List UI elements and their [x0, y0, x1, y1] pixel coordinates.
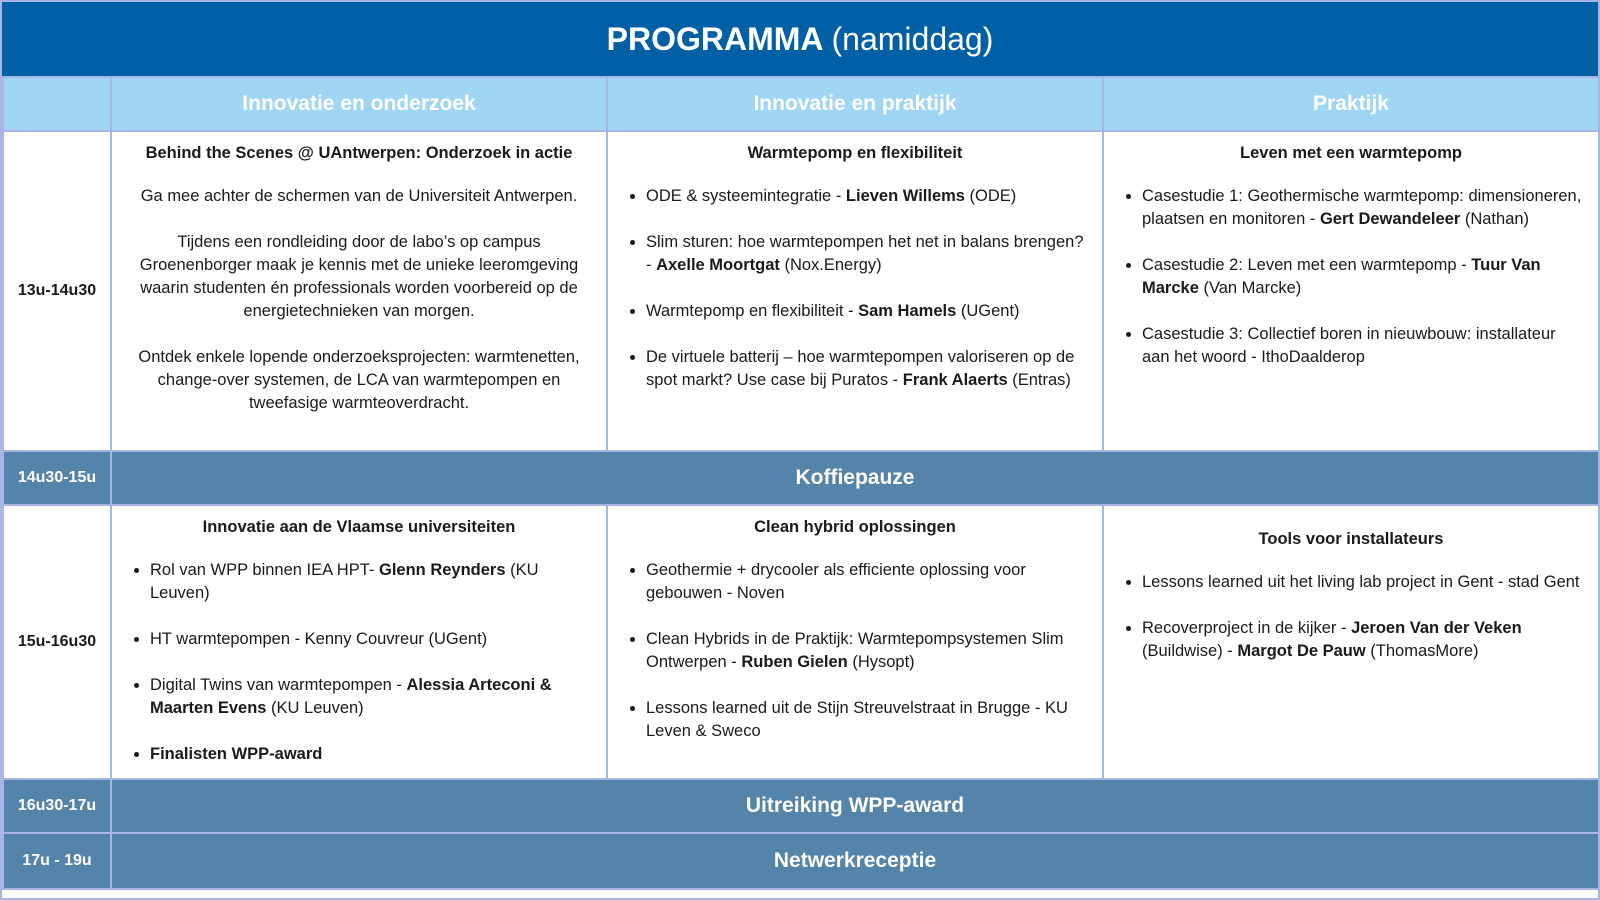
talk-item: • HT warmtepompen - Kenny Couvreur (UGent) — [150, 628, 592, 651]
session-text: Ontdek enkele lopende onderzoeksprojecten: warmtenetten, change-over systemen, de LCA van warmtepompen en tweefasige warmteoverdracht. — [138, 348, 580, 412]
talk-item: • Casestudie 3: Collectief boren in nieuwbouw: installateur aan het woord - IthoDaalderop — [1142, 323, 1584, 369]
session-text: Ga mee achter de schermen van de Universiteit Antwerpen. — [140, 187, 578, 205]
talk-item: • Warmtepomp en flexibiliteit - Sam Hamels (UGent) — [646, 300, 1088, 323]
session-tools-installateurs — [1103, 505, 1599, 779]
session-uantwerpen — [111, 131, 607, 451]
talk-item: • Slim sturen: hoe warmtepompen het net in balans brengen? - Axelle Moortgat (Nox.Energy) — [646, 231, 1088, 277]
session-title: Behind the Scenes @ UAntwerpen: Onderzoek in actie — [145, 144, 573, 162]
talk-item: • Casestudie 1: Geothermische warmtepomp: dimensioneren, plaatsen en monitoren - Gert Dewandeleer (Nathan) — [1142, 185, 1584, 231]
title-sub: (namiddag) — [831, 20, 994, 57]
session-clean-hybrid — [607, 505, 1103, 779]
reception-label: Netwerkreceptie — [111, 833, 1599, 889]
talk-list — [622, 559, 1088, 743]
column-header-innovatie-praktijk: Innovatie en praktijk — [607, 77, 1103, 131]
time-slot-2: 15u-16u30 — [3, 505, 111, 779]
session-leven-warmtepomp — [1103, 131, 1599, 451]
break-label: Koffiepauze — [111, 451, 1599, 505]
session-flexibiliteit — [607, 131, 1103, 451]
talk-item: • Casestudie 2: Leven met een warmtepomp - Tuur Van Marcke (Van Marcke) — [1142, 254, 1584, 300]
schedule-row-1 — [3, 131, 1599, 451]
column-header-onderzoek: Innovatie en onderzoek — [111, 77, 607, 131]
schedule-table — [2, 76, 1600, 890]
talk-item: • Clean Hybrids in de Praktijk: Warmtepompsystemen Slim Ontwerpen - Ruben Gielen (Hysopt) — [646, 628, 1088, 674]
talk-item: • ODE & systeemintegratie - Lieven Willems (ODE) — [646, 185, 1088, 208]
time-slot-award: 16u30-17u — [3, 779, 111, 833]
award-row — [3, 779, 1599, 833]
session-title: Innovatie aan de Vlaamse universiteiten — [202, 518, 516, 536]
award-label: Uitreiking WPP-award — [111, 779, 1599, 833]
talk-item: • Lessons learned uit de Stijn Streuvelstraat in Brugge - KU Leven & Sweco — [646, 697, 1088, 743]
reception-row — [3, 833, 1599, 889]
session-text: Tijdens een rondleiding door de labo’s op campus Groenenborger maak je kennis met de unieke leeromgeving waarin studenten én professionals worden voorbereid op de energietechnieken van morgen. — [139, 233, 579, 320]
talk-list — [1118, 185, 1584, 369]
talk-item: • Geothermie + drycooler als efficiente oplossing voor gebouwen - Noven — [646, 559, 1088, 605]
talk-list — [622, 185, 1088, 392]
session-title: Tools voor installateurs — [1258, 530, 1444, 548]
talk-item: • Finalisten WPP-award — [150, 743, 592, 766]
program-title — [2, 2, 1598, 76]
talk-item: • De virtuele batterij – hoe warmtepompen valoriseren op de spot markt? Use case bij Puratos - Frank Alaerts (Entras) — [646, 346, 1088, 392]
session-title: Clean hybrid oplossingen — [754, 518, 956, 536]
time-slot-reception: 17u - 19u — [3, 833, 111, 889]
talk-item: • Digital Twins van warmtepompen - Alessia Arteconi & Maarten Evens (KU Leuven) — [150, 674, 592, 720]
session-title: Warmtepomp en flexibiliteit — [747, 144, 963, 162]
talk-item: • Rol van WPP binnen IEA HPT- Glenn Reynders (KU Leuven) — [150, 559, 592, 605]
title-bold: PROGRAMMA — [606, 20, 824, 57]
break-row — [3, 451, 1599, 505]
time-slot-break: 14u30-15u — [3, 451, 111, 505]
session-title: Leven met een warmtepomp — [1240, 144, 1462, 162]
corner-cell — [3, 77, 111, 131]
talk-list — [1118, 571, 1584, 663]
talk-item: • Lessons learned uit het living lab project in Gent - stad Gent — [1142, 571, 1584, 594]
column-header-praktijk: Praktijk — [1103, 77, 1599, 131]
talk-item: • Recoverproject in de kijker - Jeroen Van der Veken (Buildwise) - Margot De Pauw (ThomasMore) — [1142, 617, 1584, 663]
session-vlaamse-universiteiten — [111, 505, 607, 779]
talk-list — [126, 559, 592, 766]
schedule-row-2 — [3, 505, 1599, 779]
time-slot-1: 13u-14u30 — [3, 131, 111, 451]
